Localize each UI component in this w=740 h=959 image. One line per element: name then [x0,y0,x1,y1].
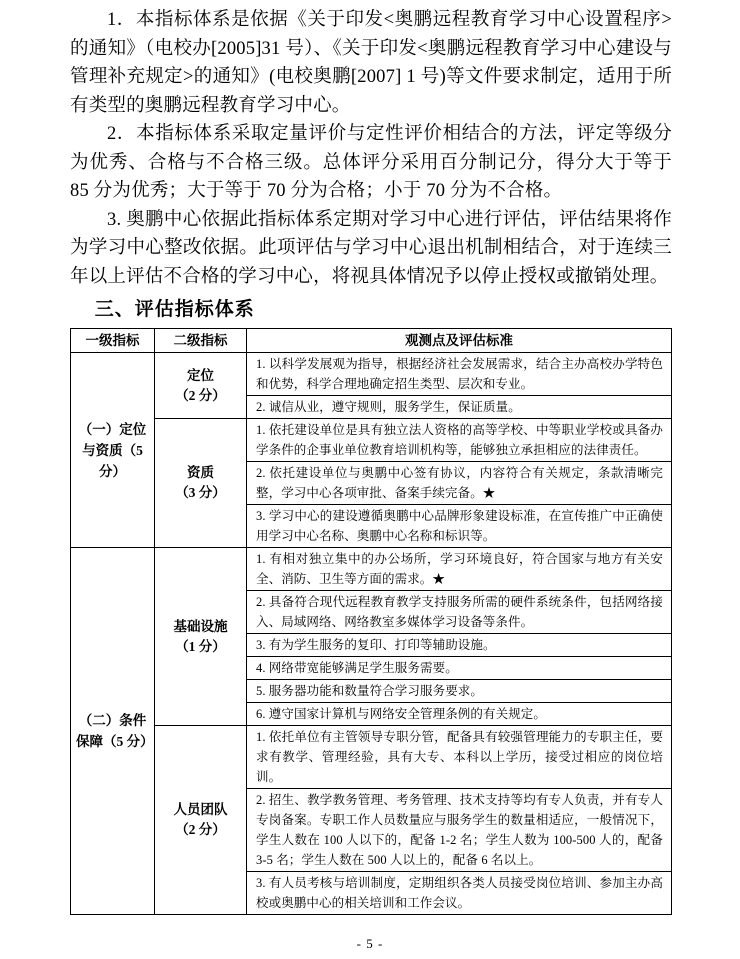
level2-cell-positioning [155,353,247,419]
level2-name: 资质 [187,465,214,480]
table-row [71,419,672,462]
observation-cell: 2. 诚信从业，遵守规则，服务学生，保证质量。 [247,396,672,419]
table-header-row [71,329,672,353]
level2-cell-personnel-team [155,726,247,915]
observation-cell: 3. 有人员考核与培训制度，定期组织各类人员接受岗位培训、参加主办高校或奥鹏中心的相关培训和工作会议。 [247,872,672,915]
section-heading: 三、评估指标体系 [94,299,255,320]
intro-paragraphs [70,6,672,291]
level2-cell-qualification [155,419,247,548]
paragraph-3: 3. 奥鹏中心依据此指标体系定期对学习中心进行评估，评估结果将作为学习中心整改依据。此项评估与学习中心退出机制相结合，对于连续三年以上评估不合格的学习中心，将视具体情况予以停止授权或撤销处理。 [70,209,672,287]
page-number: - 5 - [356,936,384,951]
level2-score: （3 分） [175,485,226,500]
paragraph-1: 1．本指标体系是依据《关于印发<奥鹏远程教育学习中心设置程序>的通知》（电校办[2005]31 号）、《关于印发<奥鹏远程教育学习中心建设与管理补充规定>的通知》(电校奥鹏[2007] 1 号)等文件要求制定，适用于所有类型的奥鹏远程教育学习中心。 [70,10,672,116]
observation-cell: 2. 依托建设单位与奥鹏中心签有协议，内容符合有关规定，条款清晰完整，学习中心各项审批、备案手续完备。★ [247,462,672,505]
header-level1-indicator: 一级指标 [71,329,155,353]
table-row [71,726,672,789]
level2-name: 人员团队 [173,802,228,817]
observation-cell: 1. 依托单位有主管领导专职分管，配备具有较强管理能力的专职主任，要求有教学、管理经验，具有大专、本科以上学历，接受过相应的岗位培训。 [247,726,672,789]
level2-score: （2 分） [175,822,226,837]
observation-cell: 6. 遵守国家计算机与网络安全管理条例的有关规定。 [247,703,672,726]
observation-cell: 2. 招生、教学教务管理、考务管理、技术支持等均有专人负责，并有专人专岗备案。专职工作人员数量应与服务学生的数量相适应，一般情况下，学生人数在 100 人以下的，配备 1-2 名；学生人数为 100-500 人的，配备 3-5 名；学生人数在 500 人以上的，配备 6 名以上。 [247,789,672,872]
header-level2-indicator: 二级指标 [155,329,247,353]
evaluation-indicator-table [70,328,672,915]
observation-cell: 3. 有为学生服务的复印、打印等辅助设施。 [247,634,672,657]
observation-cell: 1. 有相对独立集中的办公场所，学习环境良好，符合国家与地方有关安全、消防、卫生等方面的需求。★ [247,548,672,591]
level1-cell-condition-guarantee: （二）条件保障（5 分） [71,548,155,915]
level2-name: 基础设施 [173,618,228,634]
observation-cell: 3. 学习中心的建设遵循奥鹏中心品牌形象建设标准，在宣传推广中正确使用学习中心名称、奥鹏中心名称和标识等。 [247,505,672,548]
level2-name: 定位 [187,367,214,383]
observation-cell: 2. 具备符合现代远程教育教学支持服务所需的硬件系统条件，包括网络接入、局域网络、网络教室多媒体学习设备等条件。 [247,591,672,634]
observation-cell: 1. 依托建设单位是具有独立法人资格的高等学校、中等职业学校或具备办学条件的企事业单位教育培训机构等，能够独立承担相应的法律责任。 [247,419,672,462]
observation-cell: 5. 服务器功能和数量符合学习服务要求。 [247,680,672,703]
table-row [71,353,672,396]
level1-cell-positioning-qualification: （一）定位与资质（5 分） [71,353,155,548]
level2-score: （1 分） [175,638,226,654]
header-observation-criteria: 观测点及评估标准 [247,329,672,353]
observation-cell: 4. 网络带宽能够满足学生服务需要。 [247,657,672,680]
table-row [71,548,672,591]
observation-cell: 1. 以科学发展观为指导，根据经济社会发展需求，结合主办高校办学特色和优势，科学合理地确定招生类型、层次和专业。 [247,353,672,396]
paragraph-2: 2．本指标体系采取定量评价与定性评价相结合的方法，评定等级分为优秀、合格与不合格三级。总体评分采用百分制记分，得分大于等于 85 分为优秀；大于等于 70 分为合格；小于 70 分为不合格。 [70,124,672,201]
level2-cell-infrastructure [155,548,247,726]
level2-score: （2 分） [175,387,226,403]
